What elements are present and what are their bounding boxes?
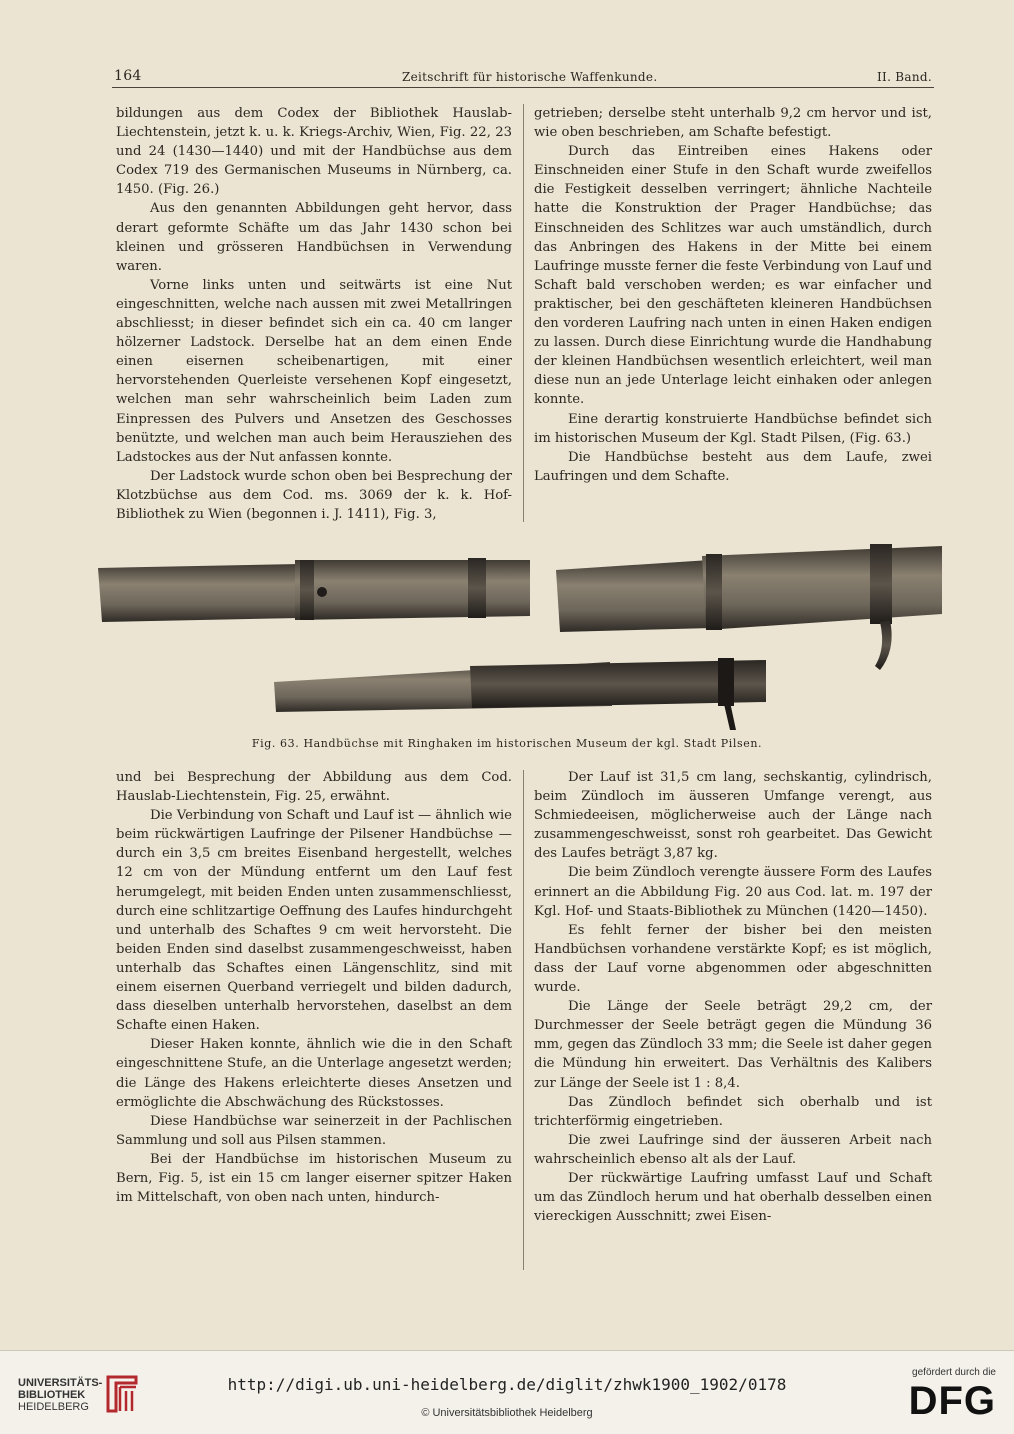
paragraph: Die beim Zündloch verengte äussere Form des Laufes erinnert an die Abbildung Fig. 20 aus Cod. lat. m. 197 der Kgl. Hof- und Staats-Bibliothek zu München (1420—1450). bbox=[534, 865, 932, 919]
column-divider-top bbox=[523, 104, 524, 522]
paragraph: Vorne links unten und seitwärts ist eine Nut eingeschnitten, welche nach aussen mit zwei Metallringen abschliesst; in dieser befindet sich ein ca. 40 cm langer hölzerner Ladstock. Derselbe hat an dem einen Ende einen eisernen scheibenartigen, mit einer hervorstehenden Querleiste versehenen Kopf eingesetzt, welchen man sehr wahrscheinlich beim Laden zum Einpressen des Pulvers und Ansetzen des Geschosses benützte, und welchen man auch beim Herausziehen des Ladstockes aus der Nut anfassen konnte. bbox=[116, 277, 512, 465]
library-line-3: HEIDELBERG bbox=[18, 1401, 89, 1413]
paragraph: und bei Besprechung der Abbildung aus dem Cod. Hauslab-Liechtenstein, Fig. 25, erwähnt. bbox=[116, 770, 512, 805]
paragraph: Die Handbüchse besteht aus dem Laufe, zwei Laufringen und dem Schafte. bbox=[534, 449, 932, 484]
footer-bar bbox=[0, 1350, 1014, 1434]
paragraph: Der rückwärtige Laufring umfasst Lauf und Schaft um das Zündloch herum und hat oberhalb desselben einen viereckigen Ausschnitt; zwei Eisen- bbox=[534, 1170, 932, 1225]
dfg-logo: DFG bbox=[908, 1379, 996, 1423]
funding-note: gefördert durch die bbox=[912, 1367, 996, 1378]
paragraph: Es fehlt ferner der bisher bei den meisten Handbüchsen vorhandene verstärkte Kopf; es ist möglich, dass der Lauf vorne abgenommen oder abgeschnitten wurde. bbox=[534, 922, 932, 996]
paragraph: Bei der Handbüchse im historischen Museum zu Bern, Fig. 5, ist ein 15 cm langer eiserner spitzer Haken im Mittelschaft, von oben nach unten, hindurch- bbox=[116, 1151, 512, 1206]
library-line-1: UNIVERSITÄTS- bbox=[18, 1377, 103, 1389]
paragraph: Eine derartig konstruierte Handbüchse befindet sich im historischen Museum der Kgl. Stadt Pilsen, (Fig. 63.) bbox=[534, 411, 932, 446]
column-left-top bbox=[116, 104, 512, 524]
paragraph: Der Ladstock wurde schon oben bei Besprechung der Klotzbüchse aus dem Cod. ms. 3069 der k. k. Hof-Bibliothek zu Wien (begonnen i. J. 1411), Fig. 3, bbox=[116, 468, 512, 522]
paragraph: Diese Handbüchse war seinerzeit in der Pachlischen Sammlung und soll aus Pilsen stammen. bbox=[116, 1113, 512, 1148]
figure-caption: Fig. 63. Handbüchse mit Ringhaken im historischen Museum der kgl. Stadt Pilsen. bbox=[251, 737, 763, 750]
paragraph: Dieser Haken konnte, ähnlich wie die in den Schaft eingeschnittene Stufe, an die Unterlage angesetzt werden; die Länge des Hakens erleichterte dieses Ansetzen und ermöglichte die Abschwächung des Rückstosses. bbox=[116, 1037, 512, 1110]
figure-hand-cannon bbox=[90, 530, 950, 740]
cannon-view-top bbox=[556, 544, 942, 670]
paragraph: Das Zündloch befindet sich oberhalb und ist trichterförmig eingetrieben. bbox=[534, 1094, 932, 1129]
permalink[interactable]: http://digi.ub.uni-heidelberg.de/diglit/zhwk1900_1902/0178 bbox=[227, 1375, 787, 1394]
column-right-bottom bbox=[534, 768, 932, 1226]
cannon-view-side bbox=[98, 558, 530, 622]
paragraph: bildungen aus dem Codex der Bibliothek Hauslab-Liechtenstein, jetzt k. u. k. Kriegs-Archiv, Wien, Fig. 22, 23 und 24 (1430—1440) und mit der Handbüchse aus dem Codex 719 des Germanischen Museums in Nürnberg, ca. 1450. (Fig. 26.) bbox=[116, 106, 512, 198]
page-number: 164 bbox=[114, 68, 142, 84]
copyright: © Universitätsbibliothek Heidelberg bbox=[421, 1407, 593, 1419]
paragraph: getrieben; derselbe steht unterhalb 9,2 cm hervor und ist, wie oben beschrieben, am Schafte befestigt. bbox=[534, 106, 932, 141]
column-left-bottom bbox=[116, 768, 512, 1207]
library-line-2: BIBLIOTHEK bbox=[18, 1389, 86, 1401]
paragraph: Die Länge der Seele beträgt 29,2 cm, der Durchmesser der Seele beträgt gegen die Mündung 36 mm, gegen das Zündloch 33 mm; die Seele ist daher gegen die Mündung hin erweitert. Das Verhältnis des Kalibers zur Länge der Seele ist 1 : 8,4. bbox=[534, 999, 932, 1091]
paragraph: Die Verbindung von Schaft und Lauf ist — ähnlich wie beim rückwärtigen Laufringe der Pilsener Handbüchse — durch ein 3,5 cm breites Eisenband hergestellt, welches 12 cm von der Mündung entfernt um den Lauf fest herumgelegt, mit beiden Enden unten zusammenschliesst, durch eine schlitzartige Oeffnung des Laufes hindurchgeht und unterhalb des Schaftes 9 cm weit hervorsteht. Die beiden Enden sind daselbst zusammengeschweisst, haben unterhalb das Schaftes einen Längenschlitz, sind mit einem eisernen Querband verriegelt und bilden dadurch, dass dieselben unterhalb hervorstehen, daselbst an dem Schafte einen Haken. bbox=[116, 808, 512, 1034]
column-right-top bbox=[534, 104, 932, 486]
paragraph: Der Lauf ist 31,5 cm lang, sechskantig, cylindrisch, beim Zündloch im äusseren Umfange verengt, aus Schmiedeeisen, möglicherweise auch der Länge nach zusammengeschweisst, sonst roh gearbeitet. Das Gewicht des Laufes beträgt 3,87 kg. bbox=[534, 770, 932, 862]
paragraph: Aus den genannten Abbildungen geht hervor, dass derart geformte Schäfte um das Jahr 1430 schon bei kleinen und grösseren Handbüchsen in Verwendung waren. bbox=[116, 201, 512, 274]
cannon-view-bottom bbox=[274, 658, 766, 730]
volume-label: II. Band. bbox=[876, 70, 932, 84]
header-rule bbox=[112, 87, 934, 88]
journal-title: Zeitschrift für historische Waffenkunde. bbox=[402, 70, 658, 84]
column-divider-bottom bbox=[523, 770, 524, 1270]
running-header bbox=[112, 66, 934, 88]
paragraph: Durch das Eintreiben eines Hakens oder Einschneiden einer Stufe in den Schaft wurde zweifellos die Festigkeit desselben verringert; ähnliche Nachteile hatte die Konstruktion der Prager Handbüchse; das Einschneiden des Schlitzes war auch umständlich, durch das Anbringen des Hakens in der Mitte bei einem Laufringe musste ferner die feste Verbindung von Lauf und Schaft bald verschoben werden; es war einfacher und praktischer, bei den geschäfteten kleineren Handbüchsen den vorderen Laufring nach unten in einen Haken endigen zu lassen. Durch diese Einrichtung wurde die Handhabung der kleinen Handbüchsen wesentlich erleichtert, weil man diese nun an jede Unterlage leicht einhaken oder anlegen konnte. bbox=[534, 144, 932, 408]
paragraph: Die zwei Laufringe sind der äusseren Arbeit nach wahrscheinlich ebenso alt als der Lauf. bbox=[534, 1132, 932, 1167]
